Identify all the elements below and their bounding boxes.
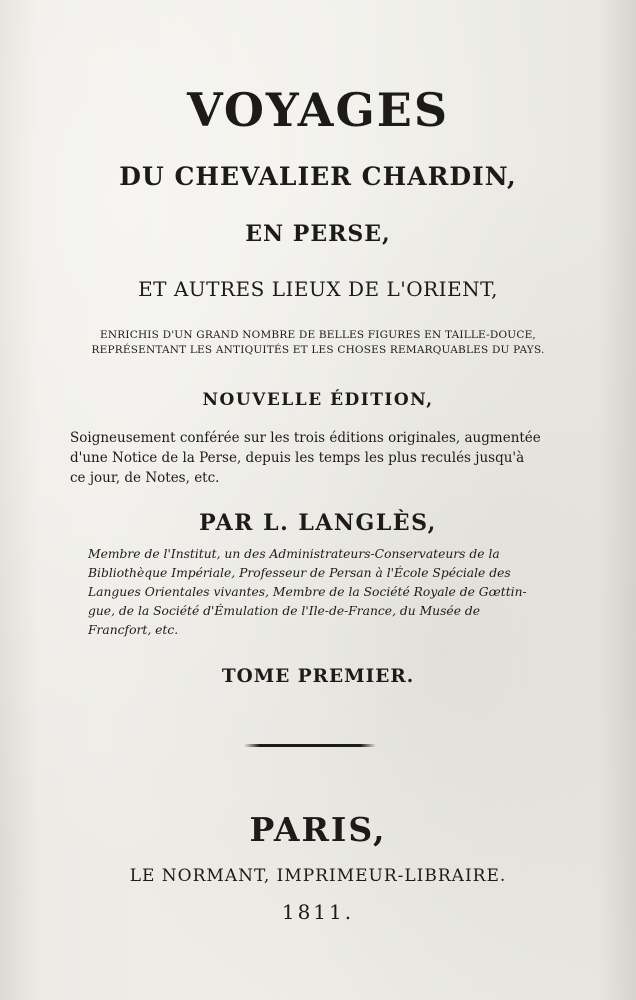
decorative-rule: [244, 744, 376, 747]
description-line: ce jour, de Notes, etc.: [70, 470, 220, 486]
subtitle-country: EN PERSE,: [245, 221, 391, 247]
credentials-line: Membre de l'Institut, un des Administrateurs-Conservateurs de la: [88, 547, 500, 561]
book-title: VOYAGES: [186, 83, 450, 137]
edition-description: [70, 428, 566, 488]
description-line: d'une Notice de la Perse, depuis les temps les plus reculés jusqu'à: [70, 450, 525, 466]
enrichment-line: ENRICHIS D'UN GRAND NOMBRE DE BELLES FIGURES EN TAILLE-DOUCE,: [100, 329, 536, 341]
editor-credentials: [88, 545, 558, 640]
edition-label: NOUVELLE ÉDITION,: [202, 390, 434, 410]
volume-label: TOME PREMIER.: [221, 666, 415, 687]
publisher: LE NORMANT, IMPRIMEUR-LIBRAIRE.: [129, 866, 507, 886]
credentials-line: gue, de la Société d'Émulation de l'Ile-de-France, du Musée de: [88, 604, 481, 618]
enrichment-note: [40, 328, 596, 358]
subtitle-author-name: DU CHEVALIER CHARDIN,: [119, 162, 517, 191]
credentials-line: Langues Orientales vivantes, Membre de la Société Royale de Gœttin-: [88, 585, 527, 599]
credentials-line: Francfort, etc.: [88, 623, 179, 637]
subtitle-region: ET AUTRES LIEUX DE L'ORIENT,: [138, 277, 498, 301]
editor-name: PAR L. LANGLÈS,: [199, 510, 437, 536]
publication-year: 1811.: [281, 900, 355, 924]
publication-city: PARIS,: [249, 810, 387, 849]
enrichment-line: REPRÉSENTANT LES ANTIQUITÉS ET LES CHOSES REMARQUABLES DU PAYS.: [91, 344, 545, 356]
description-line: Soigneusement conférée sur les trois éditions originales, augmentée: [70, 430, 541, 446]
credentials-line: Bibliothèque Impériale, Professeur de Persan à l'École Spéciale des: [88, 566, 511, 580]
